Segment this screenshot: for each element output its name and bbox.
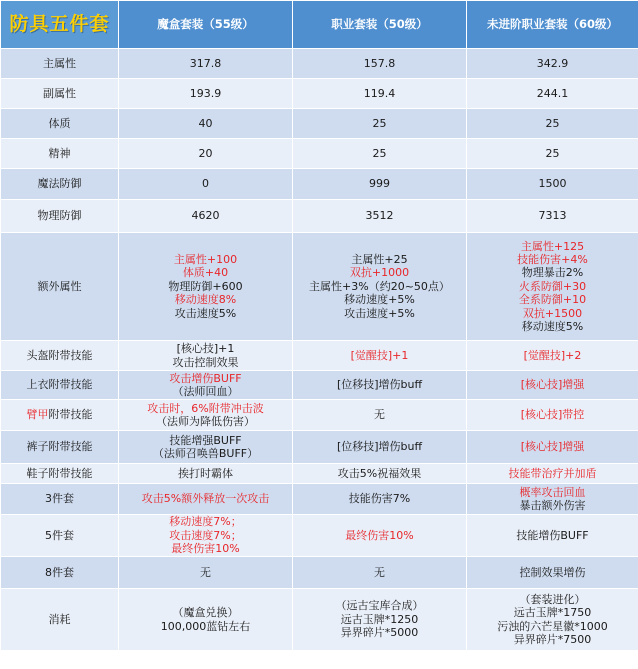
cell-text: 移动速度+5% xyxy=(344,293,415,307)
cell-text: 攻击增伤BUFF xyxy=(169,371,242,385)
row-label-shoes-skill xyxy=(1,464,119,484)
cell-magic-defense-class-set xyxy=(293,169,467,200)
cell-line xyxy=(121,447,290,460)
cell-shoes-skill-unadvanced-class-set xyxy=(467,464,638,484)
cell-line xyxy=(295,117,464,130)
cell-line xyxy=(121,566,290,579)
cell-cost-class-set xyxy=(293,589,467,651)
cell-text: 移动速度7%； xyxy=(169,515,242,529)
cell-line xyxy=(295,529,464,542)
cell-line xyxy=(469,633,636,646)
cell-text: 暴击额外伤害 xyxy=(519,499,586,512)
cell-line xyxy=(295,266,464,279)
table-row-pants-skill xyxy=(1,431,638,464)
cell-constitution-class-set xyxy=(293,109,467,139)
cell-text: 主属性+125 xyxy=(520,239,585,253)
cell-text: 3512 xyxy=(365,209,394,223)
cell-text: 1500 xyxy=(538,177,567,191)
cell-line xyxy=(469,566,636,579)
cell-armguard-skill-unadvanced-class-set xyxy=(467,400,638,431)
row-label-pants-skill xyxy=(1,431,119,464)
cell-line xyxy=(295,599,464,612)
row-label-text: 5件套 xyxy=(45,528,74,542)
cell-spirit-class-set xyxy=(293,139,467,169)
cell-text: 远古玉牌*1750 xyxy=(513,606,592,620)
cell-line xyxy=(295,378,464,391)
cell-text: 技能增伤BUFF xyxy=(516,528,589,542)
cell-set-5-magic-box-set xyxy=(119,515,293,557)
cell-line xyxy=(469,440,636,453)
cell-text: 最终伤害10% xyxy=(171,542,240,556)
row-label-text: 副属性 xyxy=(43,86,76,100)
table-row-physical-defense xyxy=(1,200,638,233)
cell-line xyxy=(469,293,636,306)
cell-main-stat-unadvanced-class-set xyxy=(467,49,638,79)
cell-magic-defense-magic-box-set xyxy=(119,169,293,200)
cell-text: 193.9 xyxy=(189,86,222,100)
row-label-text: 鞋子附带技能 xyxy=(26,466,93,480)
cell-text: 25 xyxy=(372,146,387,160)
cell-cost-magic-box-set xyxy=(119,589,293,651)
cell-text: 999 xyxy=(369,177,390,191)
cell-text: 体质+40 xyxy=(182,266,229,280)
table-body xyxy=(1,49,638,651)
cell-line xyxy=(295,408,464,421)
table-row-set-8 xyxy=(1,557,638,589)
cell-top-skill-class-set xyxy=(293,371,467,400)
cell-line xyxy=(121,117,290,130)
row-label-text: 上衣附带技能 xyxy=(26,378,93,392)
table-row-armguard-skill xyxy=(1,400,638,431)
cell-text: 100,000蓝钻左右 xyxy=(160,619,251,633)
cell-text: [核心技]带控 xyxy=(520,408,585,422)
cell-text: [位移技]增伤buff xyxy=(336,440,423,454)
cell-text: 119.4 xyxy=(363,86,396,100)
cell-set-8-class-set xyxy=(293,557,467,589)
row-label-main-stat xyxy=(1,49,119,79)
cell-line xyxy=(469,117,636,130)
cell-pants-skill-class-set xyxy=(293,431,467,464)
cell-line xyxy=(295,209,464,222)
cell-line xyxy=(121,280,290,293)
cell-set-5-unadvanced-class-set xyxy=(467,515,638,557)
cell-text: 244.1 xyxy=(536,86,569,100)
cell-cost-unadvanced-class-set xyxy=(467,589,638,651)
cell-line xyxy=(121,542,290,555)
cell-line xyxy=(121,209,290,222)
row-label-sub-stat xyxy=(1,79,119,109)
cell-text: 主属性+100 xyxy=(173,252,238,266)
row-label-constitution xyxy=(1,109,119,139)
cell-text: 主属性+3%（约20~50点） xyxy=(309,279,450,293)
cell-text: 20 xyxy=(198,146,213,160)
cell-line xyxy=(295,147,464,160)
cell-text: [觉醒技]+2 xyxy=(523,348,582,362)
cell-text: 无 xyxy=(200,565,211,579)
cell-text: [核心技]增强 xyxy=(520,378,585,392)
cell-line xyxy=(469,240,636,253)
cell-text: 4620 xyxy=(191,209,220,223)
cell-line xyxy=(469,593,636,606)
cell-line xyxy=(121,342,290,355)
cell-line xyxy=(121,385,290,398)
cell-text: 技能带治疗并加盾 xyxy=(508,466,597,480)
cell-text: 无 xyxy=(374,408,385,422)
cell-line xyxy=(469,280,636,293)
cell-sub-stat-class-set xyxy=(293,79,467,109)
cell-text: 移动速度5% xyxy=(521,320,584,334)
cell-text: 25 xyxy=(545,116,560,130)
cell-text: 技能增强BUFF xyxy=(169,433,242,447)
cell-line xyxy=(469,349,636,362)
cell-extra-attributes-magic-box-set xyxy=(119,233,293,341)
cell-line xyxy=(469,266,636,279)
cell-line xyxy=(295,440,464,453)
cell-line xyxy=(121,415,290,428)
table-row-top-skill xyxy=(1,371,638,400)
cell-sub-stat-unadvanced-class-set xyxy=(467,79,638,109)
cell-text: 物理暴击2% xyxy=(521,266,584,280)
row-label-top-skill xyxy=(1,371,119,400)
cell-helmet-skill-unadvanced-class-set xyxy=(467,341,638,371)
cell-text: 0 xyxy=(202,177,209,191)
cell-text: 挨打时霸体 xyxy=(178,466,233,480)
cell-text: 最终伤害10% xyxy=(345,528,414,542)
cell-line xyxy=(295,253,464,266)
cell-text: 概率攻击回血 xyxy=(519,485,586,499)
table-row-constitution xyxy=(1,109,638,139)
cell-text: 157.8 xyxy=(363,56,396,70)
cell-text: 40 xyxy=(198,116,213,130)
cell-line xyxy=(469,529,636,542)
cell-text: 主属性+25 xyxy=(351,252,408,266)
cell-set-8-unadvanced-class-set xyxy=(467,557,638,589)
cell-text: 异界碎片*7500 xyxy=(513,632,592,646)
cell-text: 攻击速度7%； xyxy=(169,528,242,542)
cell-set-3-unadvanced-class-set xyxy=(467,484,638,515)
cell-line xyxy=(121,356,290,369)
row-label-text: 臂甲 xyxy=(26,408,49,422)
cell-line xyxy=(469,57,636,70)
cell-text: 攻击控制效果 xyxy=(172,355,239,369)
cell-text: 7313 xyxy=(538,209,567,223)
cell-constitution-magic-box-set xyxy=(119,109,293,139)
cell-text: （法师回血） xyxy=(172,385,239,398)
cell-text: 控制效果增伤 xyxy=(519,565,586,579)
row-label-set-8 xyxy=(1,557,119,589)
row-label-set-3 xyxy=(1,484,119,515)
cell-main-stat-class-set xyxy=(293,49,467,79)
cell-line xyxy=(469,408,636,421)
cell-line xyxy=(121,492,290,505)
cell-line xyxy=(121,147,290,160)
cell-line xyxy=(469,486,636,499)
cell-line xyxy=(469,147,636,160)
row-label-physical-defense xyxy=(1,200,119,233)
cell-line xyxy=(469,467,636,480)
cell-top-skill-magic-box-set xyxy=(119,371,293,400)
cell-extra-attributes-class-set xyxy=(293,233,467,341)
cell-line xyxy=(121,467,290,480)
cell-spirit-unadvanced-class-set xyxy=(467,139,638,169)
table-row-shoes-skill xyxy=(1,464,638,484)
row-label-text: 消耗 xyxy=(48,612,71,626)
cell-line xyxy=(121,57,290,70)
cell-line xyxy=(295,307,464,320)
row-label-helmet-skill xyxy=(1,341,119,371)
cell-armguard-skill-magic-box-set xyxy=(119,400,293,431)
cell-line xyxy=(121,402,290,415)
cell-top-skill-unadvanced-class-set xyxy=(467,371,638,400)
cell-text: 双抗+1000 xyxy=(349,266,410,280)
cell-text: 攻击5%额外释放一次攻击 xyxy=(141,492,270,506)
cell-text: 技能伤害7% xyxy=(348,492,411,506)
cell-sub-stat-magic-box-set xyxy=(119,79,293,109)
cell-line xyxy=(469,253,636,266)
cell-main-stat-magic-box-set xyxy=(119,49,293,79)
cell-text: （法师召唤兽BUFF） xyxy=(152,447,259,460)
cell-text: 移动速度8% xyxy=(174,293,237,307)
cell-text: 全系防御+10 xyxy=(518,293,587,307)
cell-line xyxy=(469,378,636,391)
cell-line xyxy=(121,177,290,190)
cell-line xyxy=(469,177,636,190)
cell-line xyxy=(121,529,290,542)
cell-text: 攻击速度+5% xyxy=(344,306,415,320)
table-row-cost xyxy=(1,589,638,651)
table-row-set-3 xyxy=(1,484,638,515)
cell-line xyxy=(295,87,464,100)
cell-text: 无 xyxy=(374,565,385,579)
table-row-extra-attributes xyxy=(1,233,638,341)
cell-constitution-unadvanced-class-set xyxy=(467,109,638,139)
table-row-magic-defense xyxy=(1,169,638,200)
row-label-text: 3件套 xyxy=(45,492,74,506)
cell-line xyxy=(295,492,464,505)
cell-text: 物理防御+600 xyxy=(168,279,243,293)
cell-text: 双抗+1500 xyxy=(522,306,583,320)
cell-set-3-magic-box-set xyxy=(119,484,293,515)
row-label-text: 额外属性 xyxy=(37,279,82,293)
cell-text: 攻击时，6%附带冲击波 xyxy=(147,401,264,415)
cell-line xyxy=(121,307,290,320)
column-header-magic-box-set: 魔盒套装（55级） xyxy=(119,1,293,49)
row-label-text: 精神 xyxy=(48,146,71,160)
row-label-text: 附带技能 xyxy=(48,408,93,422)
cell-spirit-magic-box-set xyxy=(119,139,293,169)
row-label-text: 物理防御 xyxy=(37,209,82,223)
cell-text: （套装进化） xyxy=(519,592,586,606)
row-label-text: 魔法防御 xyxy=(37,177,82,191)
cell-line xyxy=(121,620,290,633)
cell-text: 25 xyxy=(372,116,387,130)
table-row-spirit xyxy=(1,139,638,169)
cell-text: 317.8 xyxy=(189,56,222,70)
row-label-text: 头盔附带技能 xyxy=(26,348,93,362)
cell-line xyxy=(295,349,464,362)
cell-text: 异界碎片*5000 xyxy=(340,626,419,640)
cell-line xyxy=(469,320,636,333)
cell-text: （法师为降低伤害） xyxy=(156,415,255,428)
cell-text: 技能伤害+4% xyxy=(517,252,588,266)
cell-line xyxy=(295,566,464,579)
cell-line xyxy=(469,307,636,320)
cell-set-8-magic-box-set xyxy=(119,557,293,589)
cell-line xyxy=(121,515,290,528)
cell-text: （魔盒兑换） xyxy=(172,606,239,620)
table-row-set-5 xyxy=(1,515,638,557)
cell-text: 25 xyxy=(545,146,560,160)
cell-line xyxy=(121,606,290,619)
row-label-armguard-skill xyxy=(1,400,119,431)
column-header-class-set: 职业套装（50级） xyxy=(293,1,467,49)
cell-line xyxy=(469,606,636,619)
cell-helmet-skill-magic-box-set xyxy=(119,341,293,371)
row-label-extra-attributes xyxy=(1,233,119,341)
cell-extra-attributes-unadvanced-class-set xyxy=(467,233,638,341)
cell-text: 污浊的六芒星徽*1000 xyxy=(497,619,608,633)
row-label-text: 主属性 xyxy=(43,56,76,70)
cell-text: 火系防御+30 xyxy=(518,279,587,293)
cell-armguard-skill-class-set xyxy=(293,400,467,431)
column-header-unadvanced-class-set: 未进阶职业套装（60级） xyxy=(467,1,638,49)
cell-text: 远古玉牌*1250 xyxy=(340,612,419,626)
cell-pants-skill-magic-box-set xyxy=(119,431,293,464)
cell-physical-defense-unadvanced-class-set xyxy=(467,200,638,233)
row-label-cost xyxy=(1,589,119,651)
cell-text: 342.9 xyxy=(536,56,569,70)
row-label-set-5 xyxy=(1,515,119,557)
cell-text: [觉醒技]+1 xyxy=(350,348,409,362)
cell-line xyxy=(121,87,290,100)
cell-physical-defense-magic-box-set xyxy=(119,200,293,233)
cell-text: [位移技]增伤buff xyxy=(336,378,423,392)
cell-line xyxy=(121,434,290,447)
table-row-sub-stat xyxy=(1,79,638,109)
cell-line xyxy=(295,280,464,293)
cell-line xyxy=(295,57,464,70)
table-row-helmet-skill xyxy=(1,341,638,371)
cell-line xyxy=(295,613,464,626)
cell-line xyxy=(469,620,636,633)
cell-line xyxy=(121,293,290,306)
cell-shoes-skill-class-set xyxy=(293,464,467,484)
cell-physical-defense-class-set xyxy=(293,200,467,233)
cell-line xyxy=(295,177,464,190)
cell-text: 攻击5%祝福效果 xyxy=(337,466,422,480)
cell-shoes-skill-magic-box-set xyxy=(119,464,293,484)
cell-line xyxy=(295,467,464,480)
table-title: 防具五件套 xyxy=(1,1,119,49)
cell-line xyxy=(469,499,636,512)
row-label-spirit xyxy=(1,139,119,169)
cell-text: [核心技]增强 xyxy=(520,440,585,454)
cell-pants-skill-unadvanced-class-set xyxy=(467,431,638,464)
cell-line xyxy=(295,293,464,306)
cell-line xyxy=(121,372,290,385)
header-row xyxy=(1,1,638,49)
cell-line xyxy=(469,87,636,100)
cell-helmet-skill-class-set xyxy=(293,341,467,371)
cell-text: （远古宝库合成） xyxy=(335,599,424,613)
row-label-text: 体质 xyxy=(48,116,71,130)
cell-text: [核心技]+1 xyxy=(176,342,235,356)
cell-text: 攻击速度5% xyxy=(174,306,237,320)
cell-line xyxy=(469,209,636,222)
cell-line xyxy=(121,253,290,266)
cell-line xyxy=(121,266,290,279)
row-label-magic-defense xyxy=(1,169,119,200)
row-label-text: 裤子附带技能 xyxy=(26,440,93,454)
row-label-text: 8件套 xyxy=(45,565,74,579)
cell-line xyxy=(295,626,464,639)
cell-set-5-class-set xyxy=(293,515,467,557)
cell-magic-defense-unadvanced-class-set xyxy=(467,169,638,200)
table-row-main-stat xyxy=(1,49,638,79)
cell-set-3-class-set xyxy=(293,484,467,515)
